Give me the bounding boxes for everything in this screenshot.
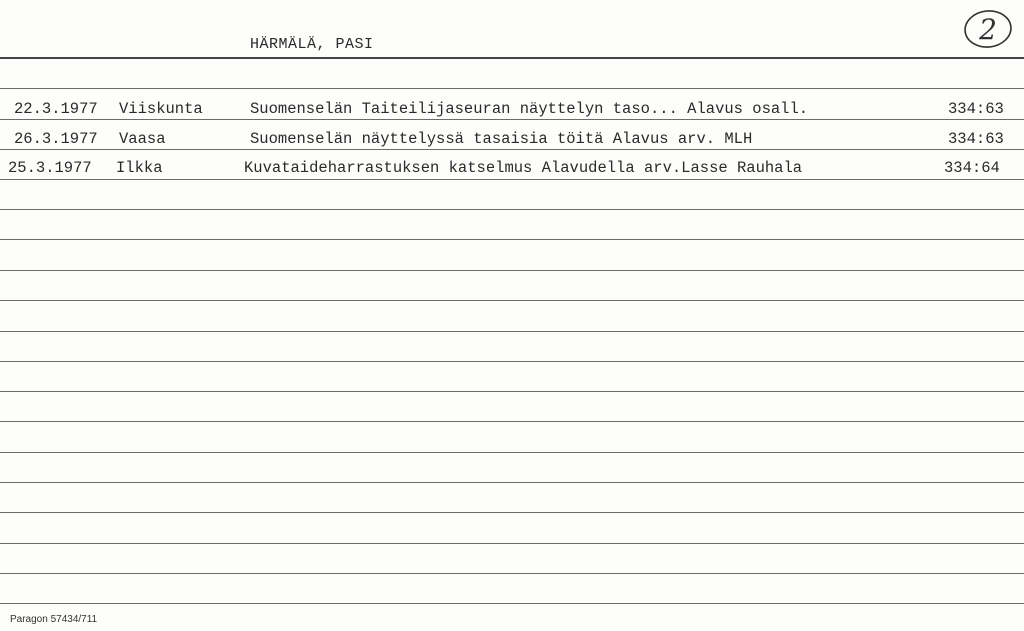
ruled-line [0,331,1024,332]
entry-row [0,100,1024,122]
circled-number-icon [963,8,1013,50]
ruled-line [0,361,1024,362]
entry-reference: 334:63 [948,100,1004,118]
entry-source: Viiskunta [119,100,203,118]
ruled-line [0,270,1024,271]
ruled-line [0,543,1024,544]
card-number: 2 [979,13,997,46]
entry-description: Suomenselän Taiteilijaseuran näyttelyn taso... Alavus osall. [250,100,809,118]
header-rule [0,57,1024,59]
printer-imprint: Paragon 57434/711 [10,614,98,625]
entry-source: Vaasa [119,130,166,148]
ruled-line [0,239,1024,240]
entry-description: Kuvataideharrastuksen katselmus Alavudella arv.Lasse Rauhala [244,159,803,177]
ruled-line [0,603,1024,604]
entry-date: 25.3.1977 [8,159,92,177]
ruled-line [0,88,1024,89]
ruled-line [0,512,1024,513]
entry-date: 22.3.1977 [14,100,98,118]
ruled-line [0,421,1024,422]
entry-description: Suomenselän näyttelyssä tasaisia töitä Alavus arv. MLH [250,130,753,148]
entry-reference: 334:64 [944,159,1000,177]
name-heading: HÄRMÄLÄ, PASI [250,36,374,53]
entry-row [0,130,1024,152]
ruled-line [0,300,1024,301]
ruled-line [0,209,1024,210]
entry-source: Ilkka [116,159,163,177]
ruled-line [0,482,1024,483]
ruled-line [0,391,1024,392]
entry-reference: 334:63 [948,130,1004,148]
ruled-line [0,573,1024,574]
entry-row [0,159,1024,181]
entry-date: 26.3.1977 [14,130,98,148]
card-number-circled [963,8,1013,50]
ruled-line [0,452,1024,453]
